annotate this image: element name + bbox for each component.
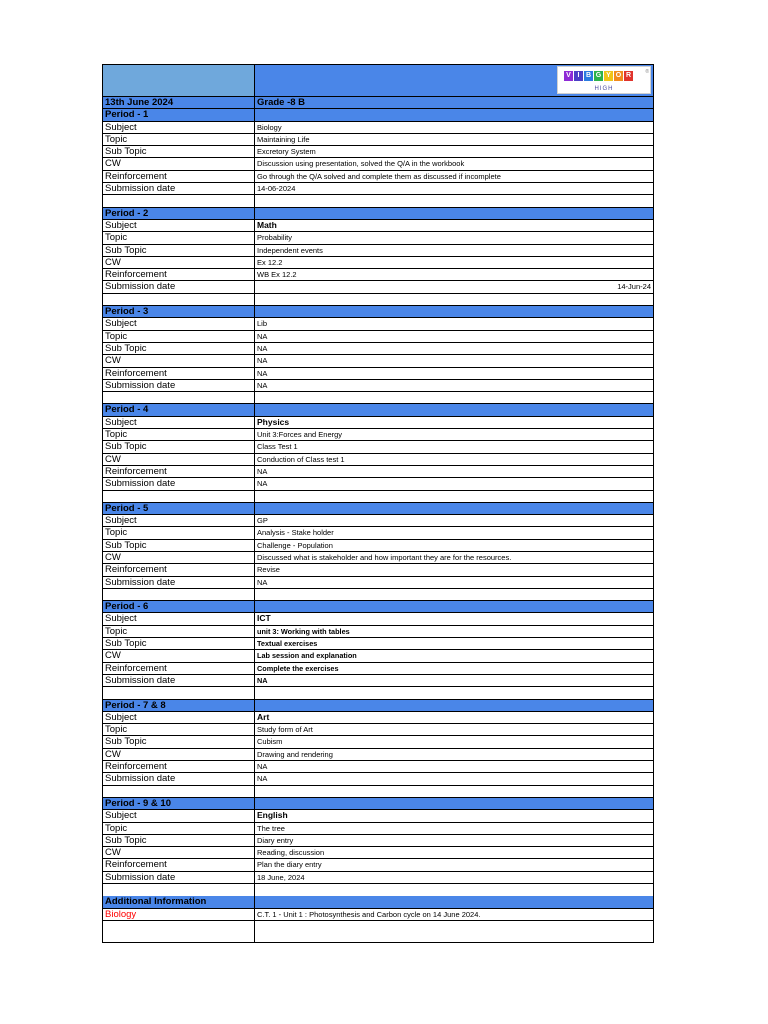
period-sub-topic-row xyxy=(103,638,653,650)
period-submission-row xyxy=(103,872,653,884)
period-topic-row-label: Topic xyxy=(103,331,255,342)
period-submission-row-value: NA xyxy=(257,675,268,685)
spacer-row xyxy=(103,195,653,207)
spacer-row-value xyxy=(255,392,653,403)
period-topic-row-value: Maintaining Life xyxy=(257,134,310,144)
period-title-row-value xyxy=(255,798,653,809)
period-subject-row-value: Biology xyxy=(257,122,282,132)
period-submission-row-label: Submission date xyxy=(103,183,255,194)
period-subject-row xyxy=(103,810,653,822)
spacer-row-label xyxy=(103,589,255,600)
period-reinforcement-row xyxy=(103,761,653,773)
period-cw-row-value: Drawing and rendering xyxy=(257,749,333,759)
period-submission-row xyxy=(103,577,653,589)
period-reinforcement-row-label: Reinforcement xyxy=(103,564,255,575)
period-topic-row xyxy=(103,724,653,736)
period-cw-row xyxy=(103,847,653,859)
period-reinforcement-row-label: Reinforcement xyxy=(103,663,255,674)
period-title-row-value xyxy=(255,109,653,120)
period-title-row xyxy=(103,503,653,515)
period-subject-row-label: Subject xyxy=(103,613,255,624)
period-title-row xyxy=(103,601,653,613)
period-subject-row-label: Subject xyxy=(103,122,255,133)
period-subject-row-label: Subject xyxy=(103,417,255,428)
period-submission-row xyxy=(103,183,653,195)
logo-letter: B xyxy=(585,72,592,79)
spacer-row xyxy=(103,589,653,601)
period-subject-row-label: Subject xyxy=(103,810,255,821)
period-topic-row-value: The tree xyxy=(257,823,285,833)
period-subject-row-value: ICT xyxy=(257,613,271,624)
period-reinforcement-row xyxy=(103,269,653,281)
period-submission-row xyxy=(103,773,653,785)
period-reinforcement-row xyxy=(103,564,653,576)
spacer-row-value xyxy=(255,491,653,502)
period-topic-row-label: Topic xyxy=(103,527,255,538)
spacer-row xyxy=(103,884,653,896)
period-subject-row-label: Subject xyxy=(103,515,255,526)
period-submission-row-label: Submission date xyxy=(103,872,255,883)
grade-cell: Grade -8 B xyxy=(257,97,306,108)
period-sub-topic-row-value: Class Test 1 xyxy=(257,442,298,452)
period-sub-topic-row-label: Sub Topic xyxy=(103,835,255,846)
period-cw-row xyxy=(103,552,653,564)
period-reinforcement-row-value: Plan the diary entry xyxy=(257,860,322,870)
period-title-row-label: Period - 1 xyxy=(103,109,255,120)
period-sub-topic-row-value: NA xyxy=(257,343,268,353)
spacer-row xyxy=(103,392,653,404)
period-reinforcement-row xyxy=(103,171,653,183)
spacer-row-value xyxy=(255,687,653,698)
period-title-row-value xyxy=(255,601,653,612)
period-cw-row-value: Conduction of Class test 1 xyxy=(257,454,345,464)
period-cw-row-label: CW xyxy=(103,552,255,563)
period-topic-row xyxy=(103,429,653,441)
period-subject-row-value: Art xyxy=(257,711,270,722)
spacer-row xyxy=(103,786,653,798)
blank-cell xyxy=(255,921,653,942)
period-submission-row xyxy=(103,380,653,392)
additional-note: C.T. 1 - Unit 1 : Photosynthesis and Carbon cycle on 14 June 2024. xyxy=(257,909,481,919)
period-cw-row xyxy=(103,454,653,466)
period-title-row-label: Period - 7 & 8 xyxy=(103,700,255,711)
period-cw-row-value: Discussed what is stakeholder and how important they are for the resources. xyxy=(257,552,512,562)
period-sub-topic-row-label: Sub Topic xyxy=(103,736,255,747)
period-cw-row xyxy=(103,650,653,662)
period-title-row xyxy=(103,306,653,318)
period-title-row xyxy=(103,798,653,810)
period-topic-row-value: Analysis - Stake holder xyxy=(257,528,334,538)
period-submission-row-value: NA xyxy=(257,774,268,784)
period-cw-row xyxy=(103,355,653,367)
period-sub-topic-row-value: Textual exercises xyxy=(257,639,318,649)
period-topic-row xyxy=(103,331,653,343)
spacer-row-value xyxy=(255,294,653,305)
period-submission-row-label: Submission date xyxy=(103,577,255,588)
period-submission-row-value: 18 June, 2024 xyxy=(257,872,305,882)
logo-subtitle: HIGH xyxy=(594,86,614,92)
period-reinforcement-row xyxy=(103,859,653,871)
period-title-row xyxy=(103,109,653,121)
logo-letter: Y xyxy=(604,71,613,81)
period-title-row-label: Period - 5 xyxy=(103,503,255,514)
period-subject-row-value: Lib xyxy=(257,319,268,329)
period-sub-topic-row xyxy=(103,835,653,847)
period-subject-row-value: English xyxy=(257,810,288,821)
logo-letter: O xyxy=(615,72,622,79)
period-cw-row-label: CW xyxy=(103,749,255,760)
period-title-row-value xyxy=(255,700,653,711)
period-topic-row-label: Topic xyxy=(103,823,255,834)
period-cw-row-label: CW xyxy=(103,355,255,366)
period-sub-topic-row-value: Challenge - Population xyxy=(257,540,333,550)
period-reinforcement-row-value: Complete the exercises xyxy=(257,663,339,673)
period-topic-row-value: unit 3: Working with tables xyxy=(257,626,350,636)
period-submission-row-label: Submission date xyxy=(103,675,255,686)
period-subject-row-label: Subject xyxy=(103,712,255,723)
period-topic-row xyxy=(103,527,653,539)
additional-info-title: Additional Information xyxy=(103,896,255,907)
period-reinforcement-row xyxy=(103,466,653,478)
period-title-row-value xyxy=(255,503,653,514)
period-submission-row-value: 14-06-2024 xyxy=(257,184,296,194)
spacer-row xyxy=(103,491,653,503)
period-subject-row xyxy=(103,318,653,330)
period-topic-row-label: Topic xyxy=(103,626,255,637)
spacer-row-label xyxy=(103,786,255,797)
spacer-row xyxy=(103,687,653,699)
logo-letter: I xyxy=(574,71,583,81)
spacer-row-value xyxy=(255,884,653,896)
period-cw-row-label: CW xyxy=(103,158,255,169)
additional-info-row xyxy=(103,896,653,908)
header-blank-cell xyxy=(103,65,255,96)
period-topic-row-value: Probability xyxy=(257,233,293,243)
period-sub-topic-row-label: Sub Topic xyxy=(103,540,255,551)
period-reinforcement-row-value: NA xyxy=(257,466,268,476)
period-cw-row-label: CW xyxy=(103,257,255,268)
period-sub-topic-row-value: Cubism xyxy=(257,737,283,747)
period-sub-topic-row xyxy=(103,146,653,158)
period-submission-row-label: Submission date xyxy=(103,380,255,391)
period-subject-row xyxy=(103,712,653,724)
spacer-row-label xyxy=(103,491,255,502)
header-row xyxy=(103,65,653,97)
period-title-row xyxy=(103,208,653,220)
header-logo-cell xyxy=(255,65,653,96)
period-submission-row xyxy=(103,675,653,687)
period-subject-row xyxy=(103,122,653,134)
period-topic-row-label: Topic xyxy=(103,134,255,145)
spacer-row-label xyxy=(103,884,255,896)
homework-sheet xyxy=(102,64,654,943)
period-reinforcement-row-value: Go through the Q/A solved and complete them as discussed if incomplete xyxy=(257,171,501,181)
additional-info-blank xyxy=(255,896,653,907)
period-topic-row xyxy=(103,134,653,146)
period-topic-row-value: Unit 3:Forces and Energy xyxy=(257,430,343,440)
additional-note-row xyxy=(103,909,653,921)
period-reinforcement-row-value: WB Ex 12.2 xyxy=(257,270,297,280)
period-reinforcement-row xyxy=(103,368,653,380)
logo-registered-mark: ® xyxy=(645,69,649,75)
period-submission-row xyxy=(103,281,653,293)
period-topic-row-label: Topic xyxy=(103,232,255,243)
period-submission-row-label: Submission date xyxy=(103,281,255,292)
period-submission-row-value: 14-Jun-24 xyxy=(617,282,651,292)
period-title-row-label: Period - 2 xyxy=(103,208,255,219)
period-topic-row-value: NA xyxy=(257,331,268,341)
spacer-row-label xyxy=(103,294,255,305)
period-submission-row xyxy=(103,478,653,490)
period-topic-row xyxy=(103,626,653,638)
period-subject-row-label: Subject xyxy=(103,220,255,231)
period-topic-row xyxy=(103,823,653,835)
period-submission-row-value: NA xyxy=(257,577,268,587)
logo-letter: R xyxy=(625,72,632,79)
period-reinforcement-row-value: Revise xyxy=(257,565,280,575)
period-title-row-value xyxy=(255,404,653,415)
spacer-row xyxy=(103,294,653,306)
period-reinforcement-row-value: NA xyxy=(257,368,268,378)
period-cw-row xyxy=(103,749,653,761)
period-topic-row-label: Topic xyxy=(103,724,255,735)
date-grade-row xyxy=(103,97,653,109)
period-reinforcement-row-label: Reinforcement xyxy=(103,171,255,182)
period-sub-topic-row-value: Excretory System xyxy=(257,147,316,157)
period-cw-row-value: Lab session and explanation xyxy=(257,651,357,661)
period-sub-topic-row-label: Sub Topic xyxy=(103,638,255,649)
period-subject-row-label: Subject xyxy=(103,318,255,329)
period-topic-row xyxy=(103,232,653,244)
period-sub-topic-row xyxy=(103,441,653,453)
period-sub-topic-row xyxy=(103,343,653,355)
period-sub-topic-row-label: Sub Topic xyxy=(103,441,255,452)
period-reinforcement-row-label: Reinforcement xyxy=(103,466,255,477)
spacer-row-value xyxy=(255,589,653,600)
period-subject-row xyxy=(103,417,653,429)
period-reinforcement-row-label: Reinforcement xyxy=(103,859,255,870)
period-cw-row-label: CW xyxy=(103,847,255,858)
vibgyor-logo xyxy=(557,66,651,94)
period-title-row xyxy=(103,404,653,416)
period-subject-row xyxy=(103,220,653,232)
period-title-row-label: Period - 3 xyxy=(103,306,255,317)
period-cw-row-label: CW xyxy=(103,454,255,465)
period-sub-topic-row-label: Sub Topic xyxy=(103,343,255,354)
period-reinforcement-row-label: Reinforcement xyxy=(103,761,255,772)
period-subject-row xyxy=(103,515,653,527)
period-cw-row-value: NA xyxy=(257,356,268,366)
period-subject-row-value: Physics xyxy=(257,416,290,427)
period-sub-topic-row xyxy=(103,736,653,748)
period-submission-row-label: Submission date xyxy=(103,478,255,489)
additional-subject: Biology xyxy=(103,909,255,920)
period-submission-row-value: NA xyxy=(257,380,268,390)
period-topic-row-label: Topic xyxy=(103,429,255,440)
period-submission-row-label: Submission date xyxy=(103,773,255,784)
period-sub-topic-row-label: Sub Topic xyxy=(103,146,255,157)
blank-cell xyxy=(103,921,255,942)
period-sub-topic-row-label: Sub Topic xyxy=(103,245,255,256)
period-topic-row-value: Study form of Art xyxy=(257,725,313,735)
period-cw-row-value: Reading, discussion xyxy=(257,848,325,858)
period-cw-row-value: Discussion using presentation, solved the Q/A in the workbook xyxy=(257,159,465,169)
period-cw-row-value: Ex 12.2 xyxy=(257,257,283,267)
period-cw-row xyxy=(103,158,653,170)
period-subject-row-value: GP xyxy=(257,516,268,526)
period-title-row-value xyxy=(255,208,653,219)
logo-letter: V xyxy=(564,71,573,81)
spacer-row-label xyxy=(103,195,255,206)
period-cw-row xyxy=(103,257,653,269)
period-reinforcement-row xyxy=(103,663,653,675)
period-sub-topic-row xyxy=(103,540,653,552)
period-subject-row-value: Math xyxy=(257,219,277,230)
spacer-row-value xyxy=(255,786,653,797)
spacer-row-label xyxy=(103,392,255,403)
date-cell: 13th June 2024 xyxy=(103,97,255,108)
period-title-row-label: Period - 9 & 10 xyxy=(103,798,255,809)
period-sub-topic-row-value: Independent events xyxy=(257,245,323,255)
spacer-row-label xyxy=(103,687,255,698)
period-sub-topic-row xyxy=(103,245,653,257)
period-submission-row-value: NA xyxy=(257,479,268,489)
period-sub-topic-row-value: Diary entry xyxy=(257,835,294,845)
period-reinforcement-row-label: Reinforcement xyxy=(103,368,255,379)
logo-letter: G xyxy=(595,72,602,79)
period-subject-row xyxy=(103,613,653,625)
period-cw-row-label: CW xyxy=(103,650,255,661)
blank-row xyxy=(103,921,653,942)
period-title-row-label: Period - 6 xyxy=(103,601,255,612)
period-title-row-value xyxy=(255,306,653,317)
period-title-row xyxy=(103,700,653,712)
period-title-row-label: Period - 4 xyxy=(103,404,255,415)
spacer-row-value xyxy=(255,195,653,206)
period-reinforcement-row-value: NA xyxy=(257,762,268,772)
period-reinforcement-row-label: Reinforcement xyxy=(103,269,255,280)
